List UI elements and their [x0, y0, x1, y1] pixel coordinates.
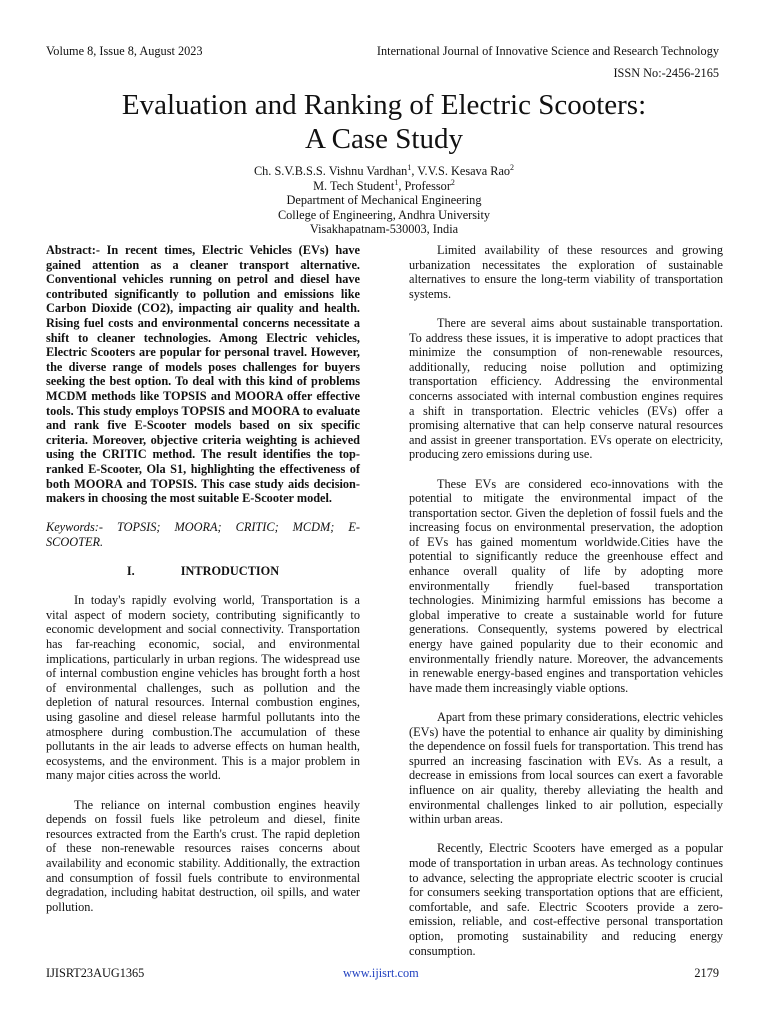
- affiliation-city: Visakhapatnam-530003, India: [309, 222, 459, 237]
- volume-issue: Volume 8, Issue 8, August 2023: [46, 44, 203, 58]
- title-line-1: Evaluation and Ranking of Electric Scooters:: [121, 89, 647, 121]
- author-roles: M. Tech Student$^1$, Professor$^2$: [313, 177, 455, 193]
- left-column: [46, 243, 360, 929]
- title-line-2: A Case Study: [305, 123, 463, 155]
- abstract: Abstract:- In recent times, Electric Vehicles (EVs) have gained attention as a cleaner transport alternative. Conventional vehicles running on petrol and diesel have contributed significantly to pollution and emissions like Carbon Dioxide (CO2), impacting air quality and health. Rising fuel costs and environmental concerns necessitate a shift to cleaner technologies. Among Electric vehicles, Electric Scooters are popular for personal travel. However, the diverse range of models poses challenges for buyers seeking the best option. To deal with this kind of problems MCDM methods like TOPSIS and MOORA offer effective tools. This study employs TOPSIS and MOORA to evaluate and rank five E-Scooter models based on six specific criteria. Moreover, objective criteria weighting is achieved using the CRITIC method. The result identifies the top-ranked E-Scooter, Ola S1, highlighting the effectiveness of both MOORA and TOPSIS. This case study aids decision-makers in choosing the most suitable E-Scooter model.: [46, 243, 360, 506]
- body-paragraph: Apart from these primary considerations, electric vehicles (EVs) have the potential to enhance air quality by diminishing the dependence on fossil fuels for transportation. This trend has spurred an increasing fascination with EVs. As a result, a decrease in emissions from local sources can exert a favorable influence on air quality, thereby alleviating the health and environmental challenges linked to air pollution, especially within urban areas.: [409, 710, 723, 827]
- body-paragraph: Recently, Electric Scooters have emerged as a popular mode of transportation in urban areas. As technology continues to advance, selecting the appropriate electric scooter is crucial for consumers seeking transportation options that are efficient, comfortable, and safe. Electric Scooters provide a zero-emission, reliable, and cost-effective personal transportation option, promoting sustainability and reducing energy consumption.: [409, 841, 723, 958]
- right-column: [409, 243, 723, 973]
- author-block: [40, 164, 728, 237]
- body-paragraph: In today's rapidly evolving world, Transportation is a vital aspect of modern society, contributing significantly to economic development and social connectivity. Transportation has far-reaching economic, social, and environmental implications, particularly in urban regions. The widespread use of internal combustion engine vehicles has brought forth a host of environmental challenges, such as pollution and the depletion of natural resources. Internal combustion engines, using gasoline and diesel release harmful pollutants into the atmosphere during combustion.The accumulation of these pollutants in the air leads to adverse effects on human health, ecosystems, and the environment. This is a major problem in many major cities across the world.: [46, 593, 360, 783]
- paper-title: [40, 88, 728, 156]
- author-1: Ch. S.V.B.S.S. Vishnu Vardhan: [253, 164, 408, 178]
- issn: ISSN No:-2456-2165: [613, 66, 719, 80]
- affiliation-department: Department of Mechanical Engineering: [286, 193, 482, 208]
- paper-id: IJISRT23AUG1365: [46, 966, 145, 980]
- page-number: 2179: [694, 966, 719, 980]
- author-names: Ch. S.V.B.S.S. Vishnu Vardhan$^1$, V.V.S. Kesava Rao$^2$: [253, 162, 515, 178]
- body-paragraph: There are several aims about sustainable transportation. To address these issues, it is imperative to adopt practices that minimize the consumption of non-renewable resources, additionally, reducing noise pollution and optimizing transportation efficiency. Addressing the environmental concerns associated with internal combustion engines requires a shift in transportation. Electric vehicles (EVs) offer a promising alternative that can help conserve natural resources and assist in greener transportation. EVs operate on electricity, producing zero emissions during use.: [409, 315, 723, 462]
- body-paragraph: These EVs are considered eco-innovations with the potential to mitigate the environmental impact of the transportation sector. Given the depletion of fossil fuels and the increasing focus on environmental preservation, the adoption of EVs has gained momentum worldwide.Cities have the potential to significantly reduce the greenhouse effect and enhance overall quality of life by adopting more environmentally friendly fuel-based transportation technologies. Minimizing harmful emissions has become a global imperative to create a sustainable world for future generations. Consequently, systems powered by electrical energy have gained popularity due to their economic and environmentally friendly nature. Moreover, the advancements in renewable energy-based engines and transportation vehicles have made them increasingly viable options.: [409, 476, 723, 695]
- body-paragraph: Limited availability of these resources and growing urbanization necessitates the exploration of sustainable alternatives to ensure the long-term viability of transportation systems.: [409, 243, 723, 301]
- affiliation-college: College of Engineering, Andhra University: [277, 207, 491, 222]
- section-heading-introduction: [46, 564, 360, 579]
- journal-url-link[interactable]: www.ijisrt.com: [343, 966, 419, 980]
- section-title: INTRODUCTION: [180, 564, 280, 579]
- keywords: Keywords:- TOPSIS; MOORA; CRITIC; MCDM; E-SCOOTER.: [46, 520, 360, 549]
- section-number: I.: [126, 564, 135, 579]
- journal-name: International Journal of Innovative Science and Research Technology: [376, 44, 719, 58]
- body-paragraph: The reliance on internal combustion engines heavily depends on fossil fuels like petroleum and diesel, finite resources extracted from the Earth's crust. The rapid depletion of these non-renewable resources raises concerns about availability and economic stability. Additionally, the extraction and consumption of fossil fuels contribute to environmental degradation, including habitat destruction, oil spills, and water pollution.: [46, 797, 360, 914]
- author-2: V.V.S. Kesava Rao: [417, 164, 511, 178]
